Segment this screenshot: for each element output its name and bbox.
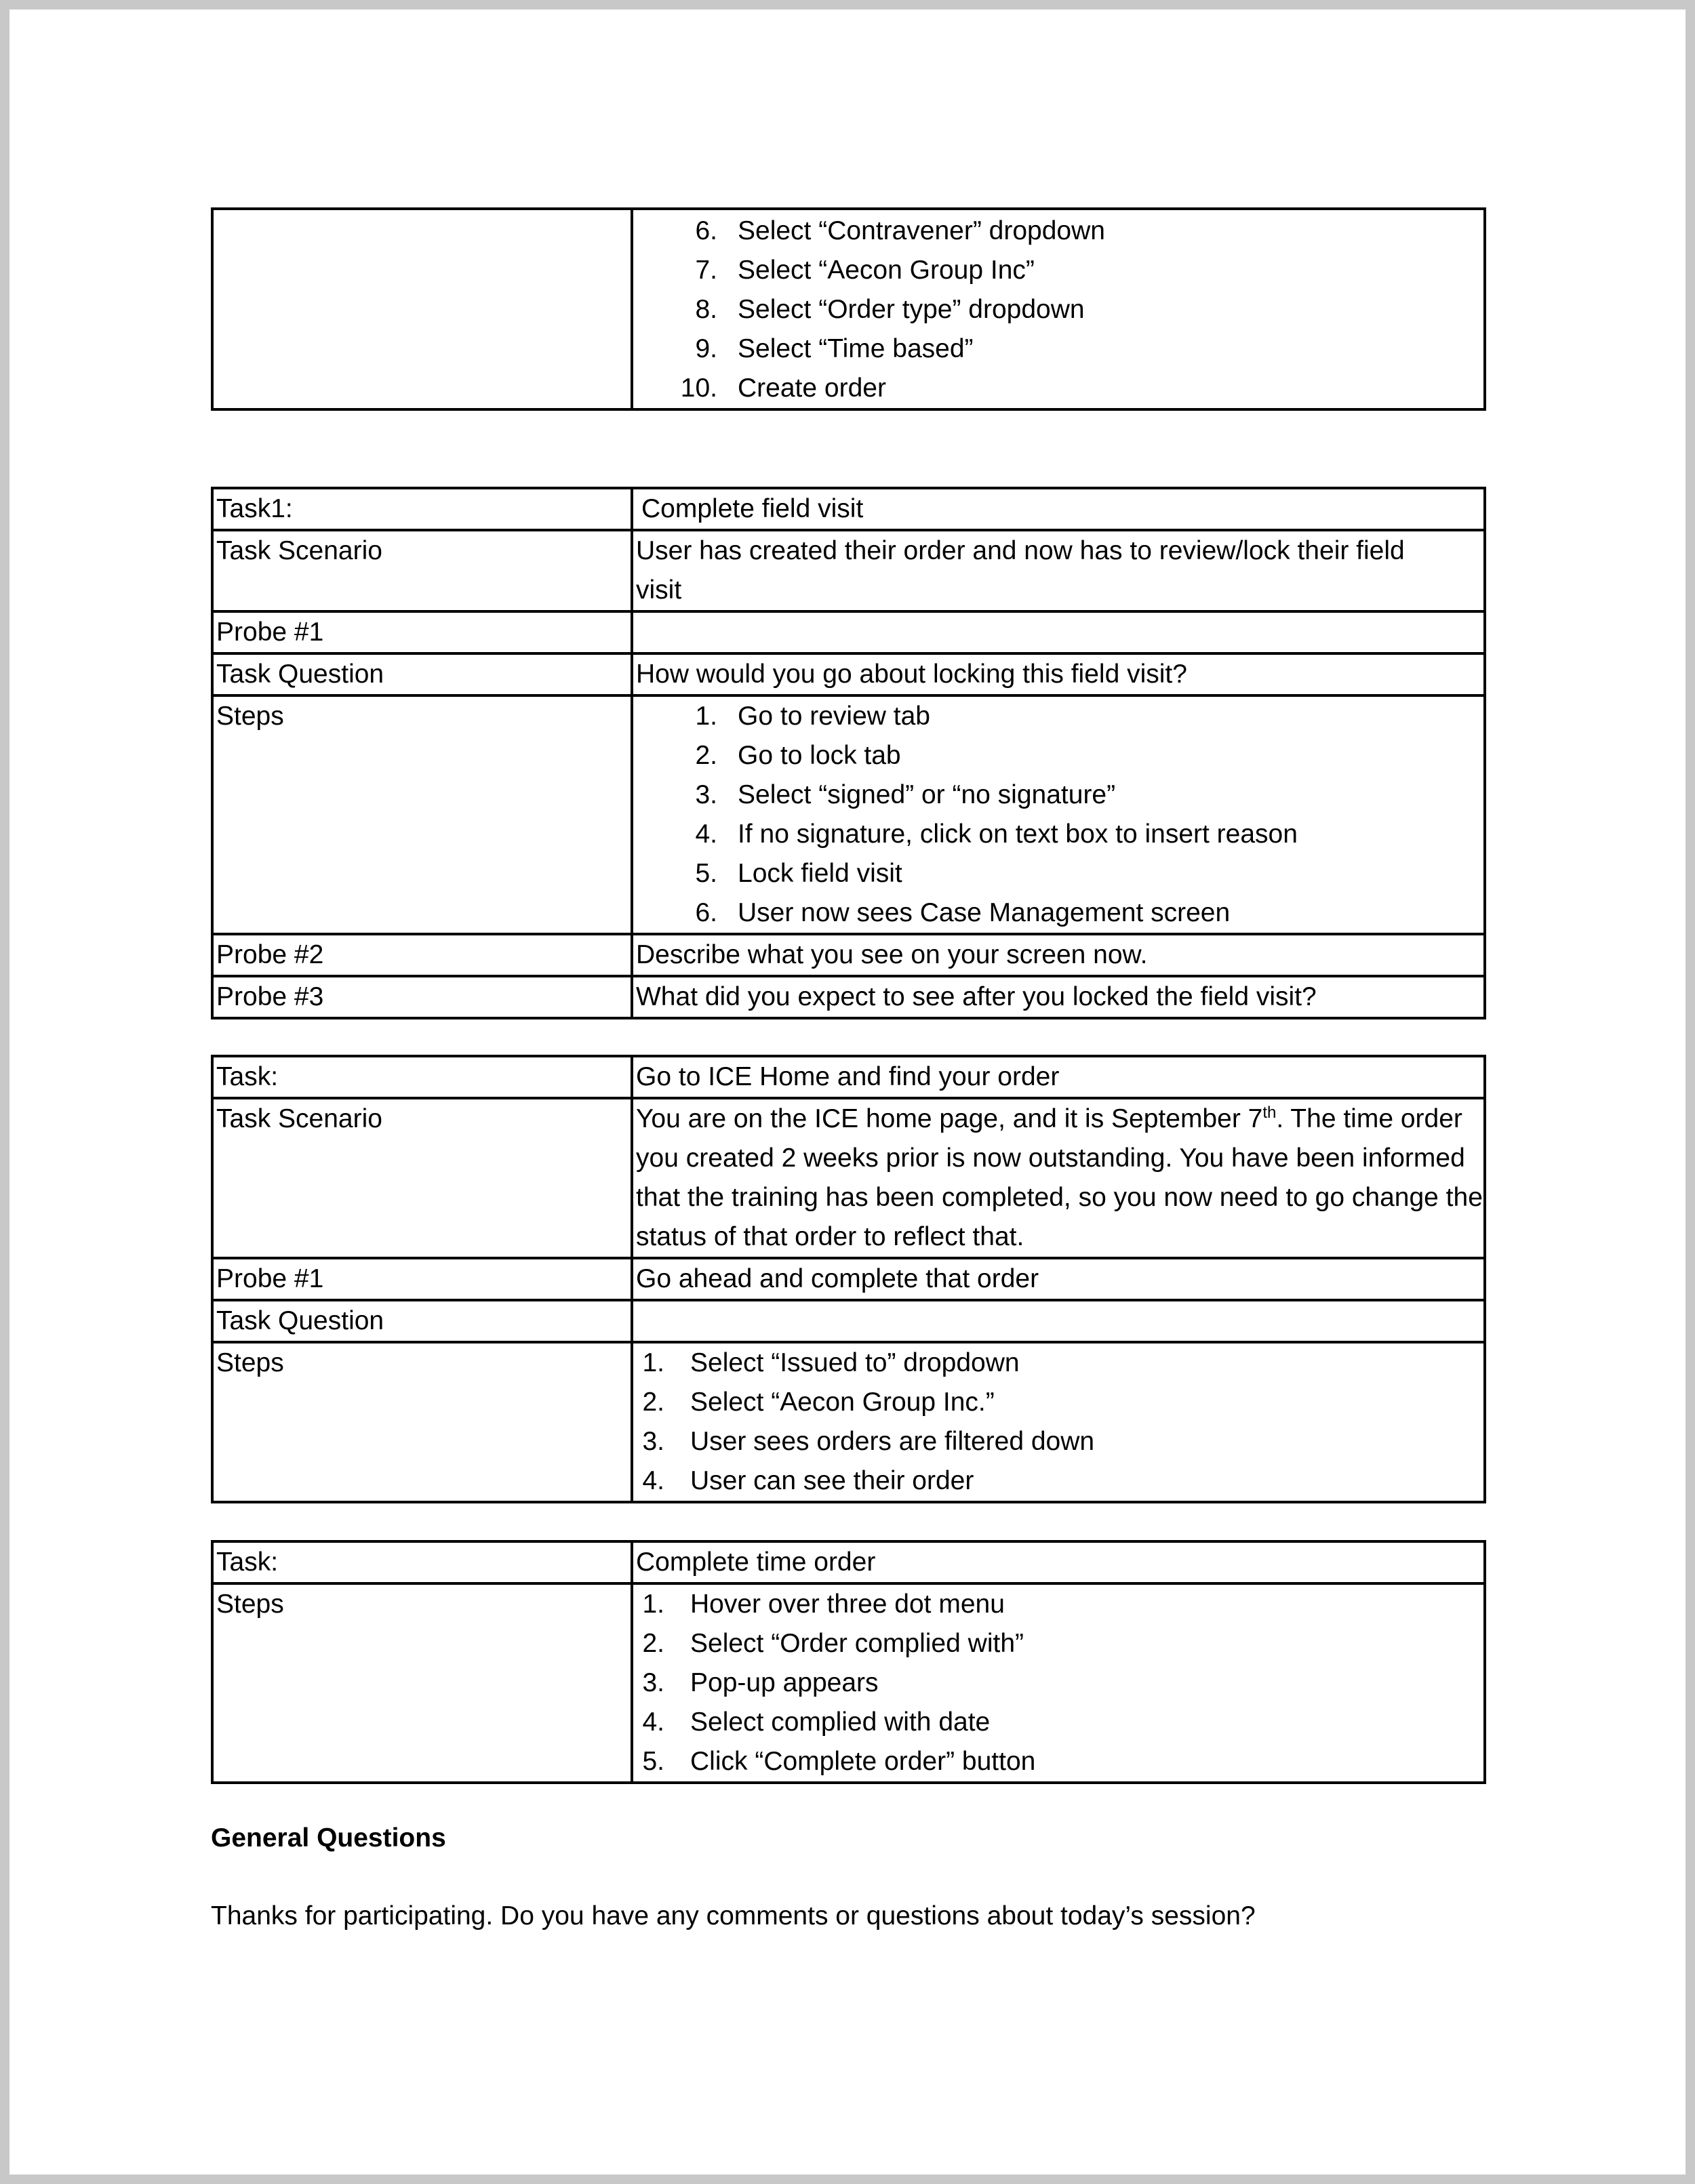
step-number: 8. [695,295,717,324]
table-row [212,1342,1485,1502]
step-number: 4. [695,820,717,849]
step-text: Select “Order complied with” [690,1629,1024,1658]
step-number: 1. [642,1348,664,1377]
step-number: 5. [642,1747,664,1776]
steps-label: Steps [212,1583,632,1783]
list-item [636,1585,1483,1624]
step-number: 3. [642,1427,664,1456]
table-row [212,488,1485,530]
probe1-label: Probe #1 [212,1258,632,1300]
list-item [636,369,1483,408]
table-row [212,1056,1485,1098]
list-item [636,1343,1483,1383]
list-item [636,251,1483,290]
step-number: 3. [695,780,717,809]
task-value: Complete time order [632,1541,1485,1583]
step-text: User sees orders are filtered down [690,1427,1095,1456]
steps-label: Steps [212,695,632,934]
steps-cell [632,1342,1485,1502]
step-text: User can see their order [690,1466,974,1495]
step-text: Hover over three dot menu [690,1590,1005,1619]
step-text: Create order [738,373,886,403]
list-item [636,854,1483,893]
step-text: Select “Order type” dropdown [738,295,1085,324]
step-number: 4. [642,1466,664,1495]
step-text: Lock field visit [738,859,902,888]
steps-cell [632,1583,1485,1783]
task1-table [211,487,1486,1019]
list-item [636,1422,1483,1461]
list-item [636,697,1483,736]
step-text: If no signature, click on text box to insert reason [738,820,1298,849]
step-number: 2. [695,741,717,770]
scenario-label: Task Scenario [212,530,632,611]
table-row [212,695,1485,934]
step-number: 2. [642,1388,664,1417]
probe2-value: Describe what you see on your screen now. [632,934,1485,976]
step-number: 4. [642,1707,664,1737]
general-questions-heading: General Questions [211,1823,446,1853]
question-label: Task Question [212,1300,632,1342]
step-number: 1. [642,1590,664,1619]
step-text: Go to review tab [738,702,930,731]
table-row [212,934,1485,976]
step-text: Go to lock tab [738,741,901,770]
step-text: Select complied with date [690,1707,991,1737]
scenario-label: Task Scenario [212,1098,632,1258]
step-text: Select “Aecon Group Inc.” [690,1388,995,1417]
scenario-value [632,1098,1485,1258]
step-list [636,1343,1483,1501]
question-label: Task Question [212,653,632,695]
step-list [636,1585,1483,1781]
scenario-text: You are on the ICE home page, and it is September 7 [636,1104,1263,1133]
table-row [212,1300,1485,1342]
step-number: 7. [695,256,717,285]
list-item [636,815,1483,854]
probe1-value: Go ahead and complete that order [632,1258,1485,1300]
list-item [636,1383,1483,1422]
task-label: Task: [212,1056,632,1098]
probe1-value [632,611,1485,653]
closing-text: Thanks for participating. Do you have any comments or questions about today’s session? [211,1901,1256,1930]
table-row [212,653,1485,695]
table-row [212,530,1485,611]
probe2-label: Probe #2 [212,934,632,976]
table-row [212,1583,1485,1783]
step-number: 10. [680,373,717,403]
question-value: How would you go about locking this field visit? [632,653,1485,695]
step-text: Select “Aecon Group Inc” [738,256,1035,285]
step-text: Click “Complete order” button [690,1747,1036,1776]
list-item [636,329,1483,369]
list-item [636,893,1483,933]
list-item [636,290,1483,329]
probe1-label: Probe #1 [212,611,632,653]
task-label: Task1: [212,488,632,530]
step-number: 6. [695,898,717,927]
step-text: User now sees Case Management screen [738,898,1231,927]
list-item [636,1703,1483,1742]
list-item [636,1624,1483,1663]
table-row [212,611,1485,653]
probe3-value: What did you expect to see after you locked the field visit? [632,976,1485,1018]
task-value: Complete field visit [632,488,1485,530]
list-item [636,775,1483,815]
step-text: Select “Contravener” dropdown [738,216,1105,245]
task3-table [211,1540,1486,1784]
list-item [636,1663,1483,1703]
step-list [636,697,1483,933]
step-number: 1. [695,702,717,731]
table-row [212,976,1485,1018]
step-number: 6. [695,216,717,245]
steps-label: Steps [212,1342,632,1502]
list-item [636,736,1483,775]
question-value [632,1300,1485,1342]
step-text: Select “Issued to” dropdown [690,1348,1020,1377]
table-row [212,1541,1485,1583]
step-number: 3. [642,1668,664,1697]
steps-cell [632,209,1485,409]
table-row [212,1258,1485,1300]
step-text: Pop-up appears [690,1668,879,1697]
step-number: 5. [695,859,717,888]
list-item [636,211,1483,251]
step-number: 2. [642,1629,664,1658]
table-row [212,1098,1485,1258]
task2-table [211,1055,1486,1503]
empty-label-cell [212,209,632,409]
task-label: Task: [212,1541,632,1583]
table-row [212,209,1485,409]
step-text: Select “signed” or “no signature” [738,780,1116,809]
steps-cell [632,695,1485,934]
steps-continuation-table [211,207,1486,411]
task-value: Go to ICE Home and find your order [632,1056,1485,1098]
probe3-label: Probe #3 [212,976,632,1018]
step-list [636,211,1483,408]
scenario-value: User has created their order and now has to review/lock their field visit [632,530,1485,611]
scenario-text-cont: . The time order you created 2 weeks prior is now outstanding. You have been informed that the training has been completed, so you now need to go change the status of that order to reflect that. [636,1104,1483,1251]
ordinal-suffix: th [1262,1104,1277,1122]
step-text: Select “Time based” [738,334,974,363]
list-item [636,1461,1483,1501]
list-item [636,1742,1483,1781]
step-number: 9. [695,334,717,363]
